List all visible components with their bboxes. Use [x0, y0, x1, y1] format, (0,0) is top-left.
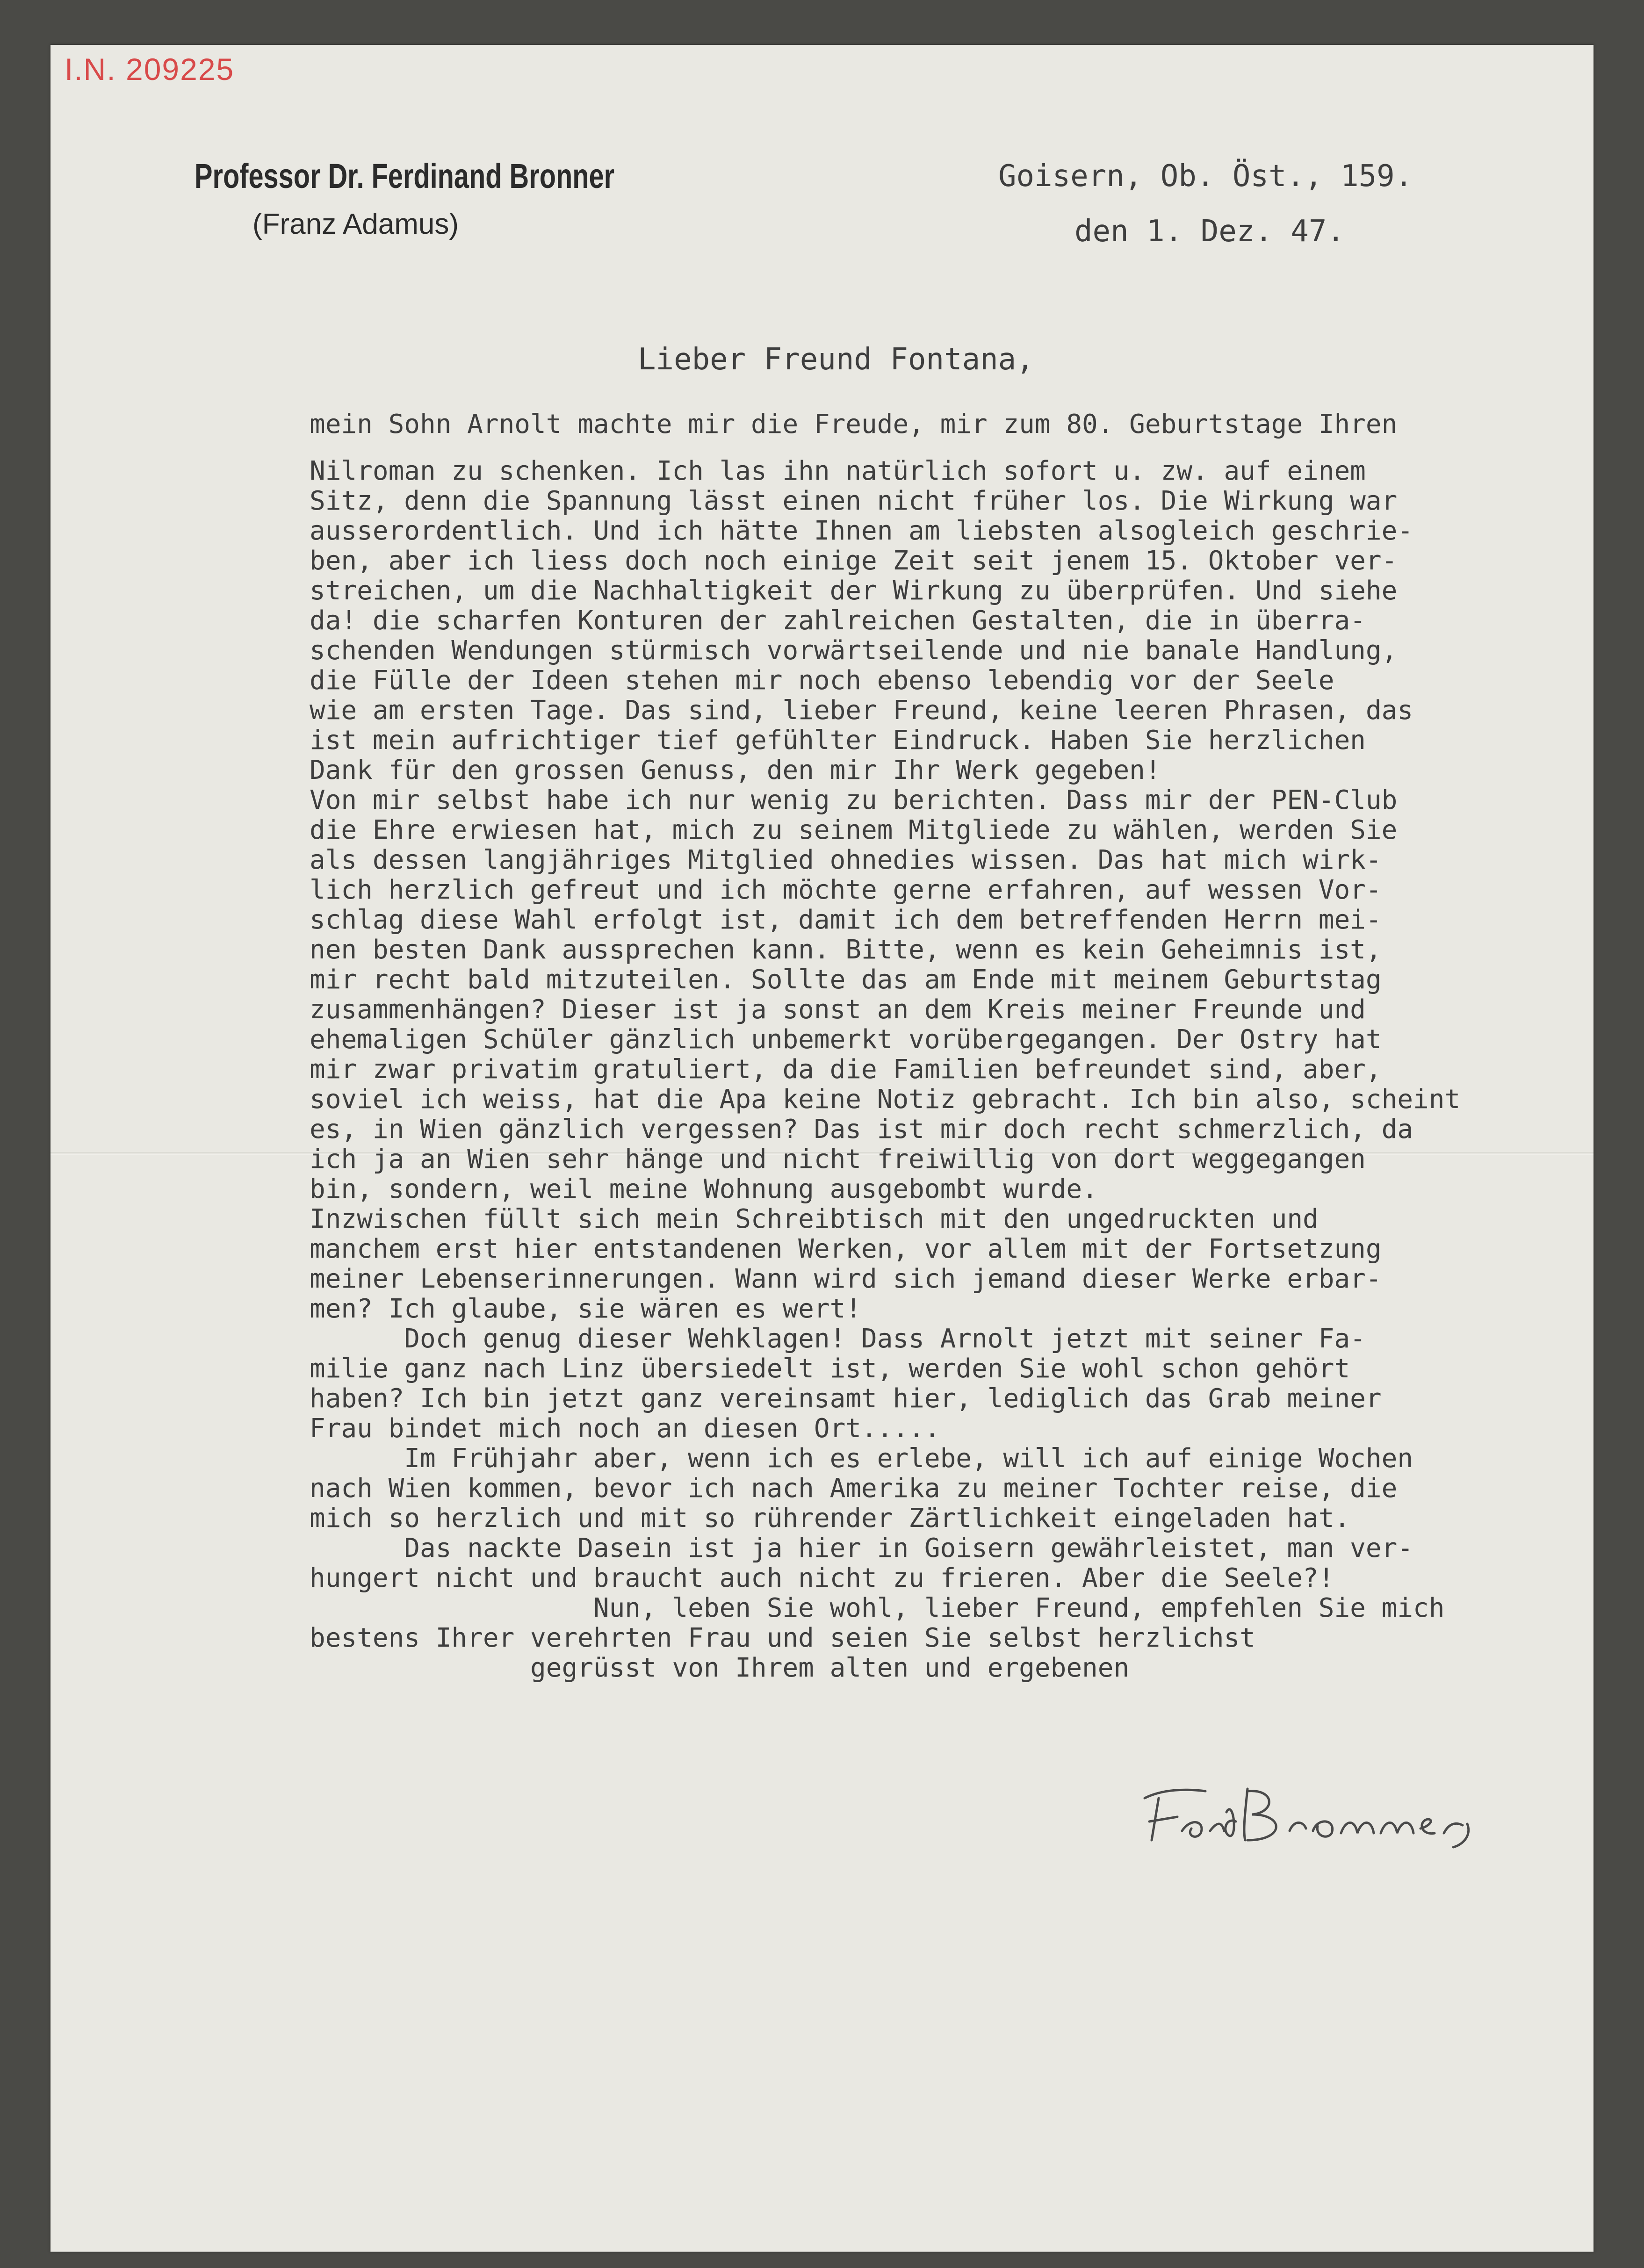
letter-line: da! die scharfen Konturen der zahlreichen Gestalten, die in überra-	[310, 605, 1366, 636]
letter-line: meiner Lebenserinnerungen. Wann wird sich jemand dieser Werke erbar-	[310, 1264, 1382, 1294]
letter-line: Das nackte Dasein ist ja hier in Goisern gewährleistet, man ver-	[310, 1533, 1413, 1563]
letter-line: Inzwischen füllt sich mein Schreibtisch mit den ungedruckten und	[310, 1204, 1319, 1234]
letter-line: nach Wien kommen, bevor ich nach Amerika zu meiner Tochter reise, die	[310, 1473, 1398, 1504]
date-line: den 1. Dez. 47.	[1074, 214, 1345, 249]
letter-line: streichen, um die Nachhaltigkeit der Wirkung zu überprüfen. Und siehe	[310, 576, 1398, 606]
inventory-number: I.N. 209225	[65, 52, 235, 86]
letter-line: schlag diese Wahl erfolgt ist, damit ich dem betreffenden Herrn mei-	[310, 905, 1382, 935]
letter-line: Dank für den grossen Genuss, den mir Ihr Werk gegeben!	[310, 755, 1161, 785]
letterhead-name: Professor Dr. Ferdinand Bronner	[195, 157, 615, 195]
letter-line: haben? Ich bin jetzt ganz vereinsamt hier, lediglich das Grab meiner	[310, 1383, 1382, 1414]
letter-line: die Fülle der Ideen stehen mir noch ebenso lebendig vor der Seele	[310, 665, 1334, 696]
letter-line: schenden Wendungen stürmisch vorwärtseilende und nie banale Handlung,	[310, 635, 1398, 666]
letter-line: mir zwar privatim gratuliert, da die Familien befreundet sind, aber,	[310, 1054, 1382, 1085]
letter-line: wie am ersten Tage. Das sind, lieber Freund, keine leeren Phrasen, das	[310, 695, 1413, 726]
letter-sheet	[50, 45, 1594, 2252]
letter-line: Nilroman zu schenken. Ich las ihn natürlich sofort u. zw. auf einem	[310, 456, 1366, 486]
letter-line: ben, aber ich liess doch noch einige Zeit seit jenem 15. Oktober ver-	[310, 546, 1398, 576]
letter-line: ich ja an Wien sehr hänge und nicht freiwillig von dort weggegangen	[310, 1144, 1366, 1174]
place-line: Goisern, Ob. Öst., 159.	[998, 159, 1413, 194]
letter-line: es, in Wien gänzlich vergessen? Das ist mir doch recht schmerzlich, da	[310, 1114, 1413, 1145]
letter-line: men? Ich glaube, sie wären es wert!	[310, 1294, 862, 1324]
letter-line: nen besten Dank aussprechen kann. Bitte, wenn es kein Geheimnis ist,	[310, 935, 1382, 965]
letter-line: mein Sohn Arnolt machte mir die Freude, mir zum 80. Geburtstage Ihren	[310, 409, 1398, 439]
letter-line: soviel ich weiss, hat die Apa keine Notiz gebracht. Ich bin also, scheint	[310, 1084, 1461, 1115]
letter-line: ist mein aufrichtiger tief gefühlter Eindruck. Haben Sie herzlichen	[310, 725, 1366, 756]
letterhead-pseudonym: (Franz Adamus)	[252, 208, 459, 240]
handwritten-signature	[1126, 1770, 1500, 1854]
letter-line: gegrüsst von Ihrem alten und ergebenen	[310, 1653, 1130, 1683]
letter-line: hungert nicht und braucht auch nicht zu frieren. Aber die Seele?!	[310, 1563, 1334, 1593]
letter-line: mir recht bald mitzuteilen. Sollte das am Ende mit meinem Geburtstag	[310, 965, 1382, 995]
letter-line: ehemaligen Schüler gänzlich unbemerkt vorübergegangen. Der Ostry hat	[310, 1024, 1382, 1055]
letter-line: manchem erst hier entstandenen Werken, vor allem mit der Fortsetzung	[310, 1234, 1382, 1264]
letter-line: mich so herzlich und mit so rührender Zärtlichkeit eingeladen hat.	[310, 1503, 1350, 1534]
letter-line: Frau bindet mich noch an diesen Ort.....	[310, 1413, 940, 1444]
letter-line: Sitz, denn die Spannung lässt einen nicht früher los. Die Wirkung war	[310, 486, 1398, 516]
letter-line: bin, sondern, weil meine Wohnung ausgebombt wurde.	[310, 1174, 1098, 1204]
letter-body	[310, 410, 1544, 1683]
letter-line: Nun, leben Sie wohl, lieber Freund, empfehlen Sie mich	[310, 1593, 1445, 1623]
letter-line: bestens Ihrer verehrten Frau und seien Sie selbst herzlichst	[310, 1623, 1255, 1653]
letter-line: lich herzlich gefreut und ich möchte gerne erfahren, auf wessen Vor-	[310, 875, 1382, 905]
letter-line: als dessen langjähriges Mitglied ohnedies wissen. Das hat mich wirk-	[310, 845, 1382, 875]
salutation: Lieber Freund Fontana,	[638, 342, 1034, 377]
letter-line: die Ehre erwiesen hat, mich zu seinem Mitgliede zu wählen, werden Sie	[310, 815, 1398, 845]
letter-line: Im Frühjahr aber, wenn ich es erlebe, will ich auf einige Wochen	[310, 1443, 1413, 1474]
letter-line: Von mir selbst habe ich nur wenig zu berichten. Dass mir der PEN-Club	[310, 785, 1398, 815]
letter-line: milie ganz nach Linz übersiedelt ist, werden Sie wohl schon gehört	[310, 1354, 1350, 1384]
letter-line: zusammenhängen? Dieser ist ja sonst an dem Kreis meiner Freunde und	[310, 994, 1366, 1025]
letter-line: Doch genug dieser Wehklagen! Dass Arnolt jetzt mit seiner Fa-	[310, 1324, 1366, 1354]
letter-line: ausserordentlich. Und ich hätte Ihnen am liebsten alsogleich geschrie-	[310, 516, 1413, 546]
